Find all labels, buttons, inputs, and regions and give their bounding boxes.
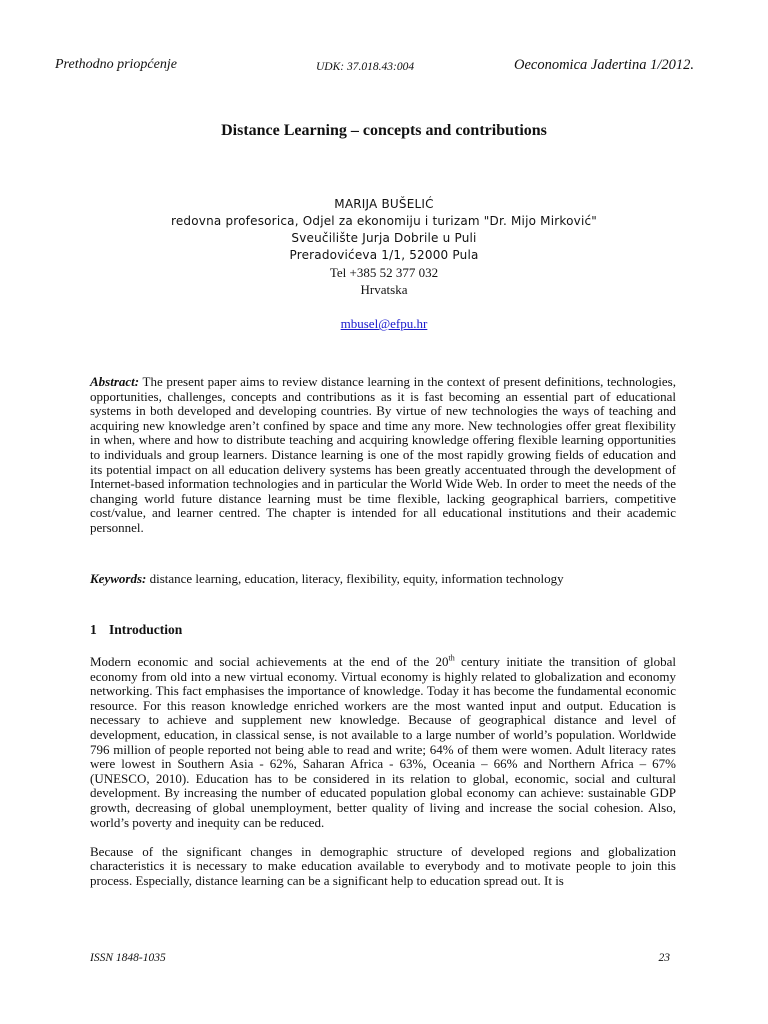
abstract (90, 375, 676, 536)
author-tel: Tel +385 52 377 032 (329, 265, 439, 280)
header-udk: UDK: 37.018.43:004 (316, 61, 415, 73)
intro-p1-superscript: th (448, 653, 455, 663)
keywords-label: Keywords: (90, 571, 147, 586)
abstract-label: Abstract: (90, 374, 140, 389)
intro-p1-text-b: century initiate the transition of global economy from old into a new virtual economy. Virtual economy is highly related to globalization and economy networking. This fact emphasises the importance of knowledge. Today it has become the fundamental economic resource. For this reason knowledge enriched workers are the most wanted input and output. Education is necessary to achieve and supplement new knowledge. Because of geographical distance and level of development, education, in classical sense, is not available to a large number of world’s population. Worldwide 796 million of people reported not being able to read and write; 64% of them were women. Adult literacy rates were lowest in Southern Asia - 62%, Saharan Africa - 63%, Oceania – 66% and Northern Africa – 67% (UNESCO, 2010). Education has to be considered in its relation to global, economic, social and cultural development. By increasing the number of educated population global economy can achieve: sustainable GDP growth, decreasing of global unemployment, better quality of living and increase the social cohesion. Also, world’s poverty and inequity can be reduced. (90, 654, 677, 830)
header-journal: Oeconomica Jadertina 1/2012. (513, 57, 694, 73)
intro-paragraph-1 (90, 655, 676, 830)
author-name: MARIJA BUŠELIĆ (334, 197, 434, 211)
header-article-type: Prethodno priopćenje (55, 57, 177, 72)
abstract-text: The present paper aims to review distance learning in the context of present definitions, technologies, opportunities, challenges, concepts and contributions as it is fast becoming an essential part of educational systems in both developed and developing countries. By virtue of new technologies the ways of teaching and acquiring new knowledge aren’t confined by space and time any more. New technologies offer great flexibility in when, where and how to distribute teaching and acquiring knowledge offering flexible learning opportunities to individuals and group learners. Distance learning is one of the most rapidly growing fields of education and its potential impact on all education delivery systems has been greatly accentuated through the development of Internet-based information technologies and in particular the World Wide Web. In order to meet the needs of the changing world future distance learning must be time flexible, lacking geographical barriers, competitive cost/value, and learner centred. The chapter is intended for all educational institutions and their academic personnel. (90, 374, 676, 535)
section-heading (90, 622, 182, 638)
intro-paragraph-2: Because of the significant changes in demographic structure of developed regions and globalization characteristics it is necessary to make education available to everybody and to motivate people to join this process. Especially, distance learning can be a significant help to education spread out. It is (90, 843, 676, 888)
intro-p1-text-a: Modern economic and social achievements at the end of the 20 (90, 654, 449, 669)
keywords-text: distance learning, education, literacy, flexibility, equity, information technology (149, 571, 564, 586)
footer-page-number: 23 (658, 952, 670, 964)
section-number: 1 (90, 622, 97, 637)
author-email-link[interactable]: mbusel@efpu.hr (340, 316, 428, 331)
section-title: Introduction (109, 622, 183, 637)
paper-title: Distance Learning – concepts and contributions (221, 122, 547, 139)
author-block (0, 196, 768, 332)
introduction-body (90, 655, 676, 889)
footer-issn: ISSN 1848-1035 (90, 952, 166, 964)
author-address: Preradovićeva 1/1, 52000 Pula (289, 248, 479, 262)
author-institution: Sveučilište Jurja Dobrile u Puli (291, 231, 477, 245)
author-position: redovna profesorica, Odjel za ekonomiju i turizam "Dr. Mijo Mirković" (170, 214, 598, 228)
author-country: Hrvatska (360, 282, 408, 297)
keywords (90, 572, 676, 587)
